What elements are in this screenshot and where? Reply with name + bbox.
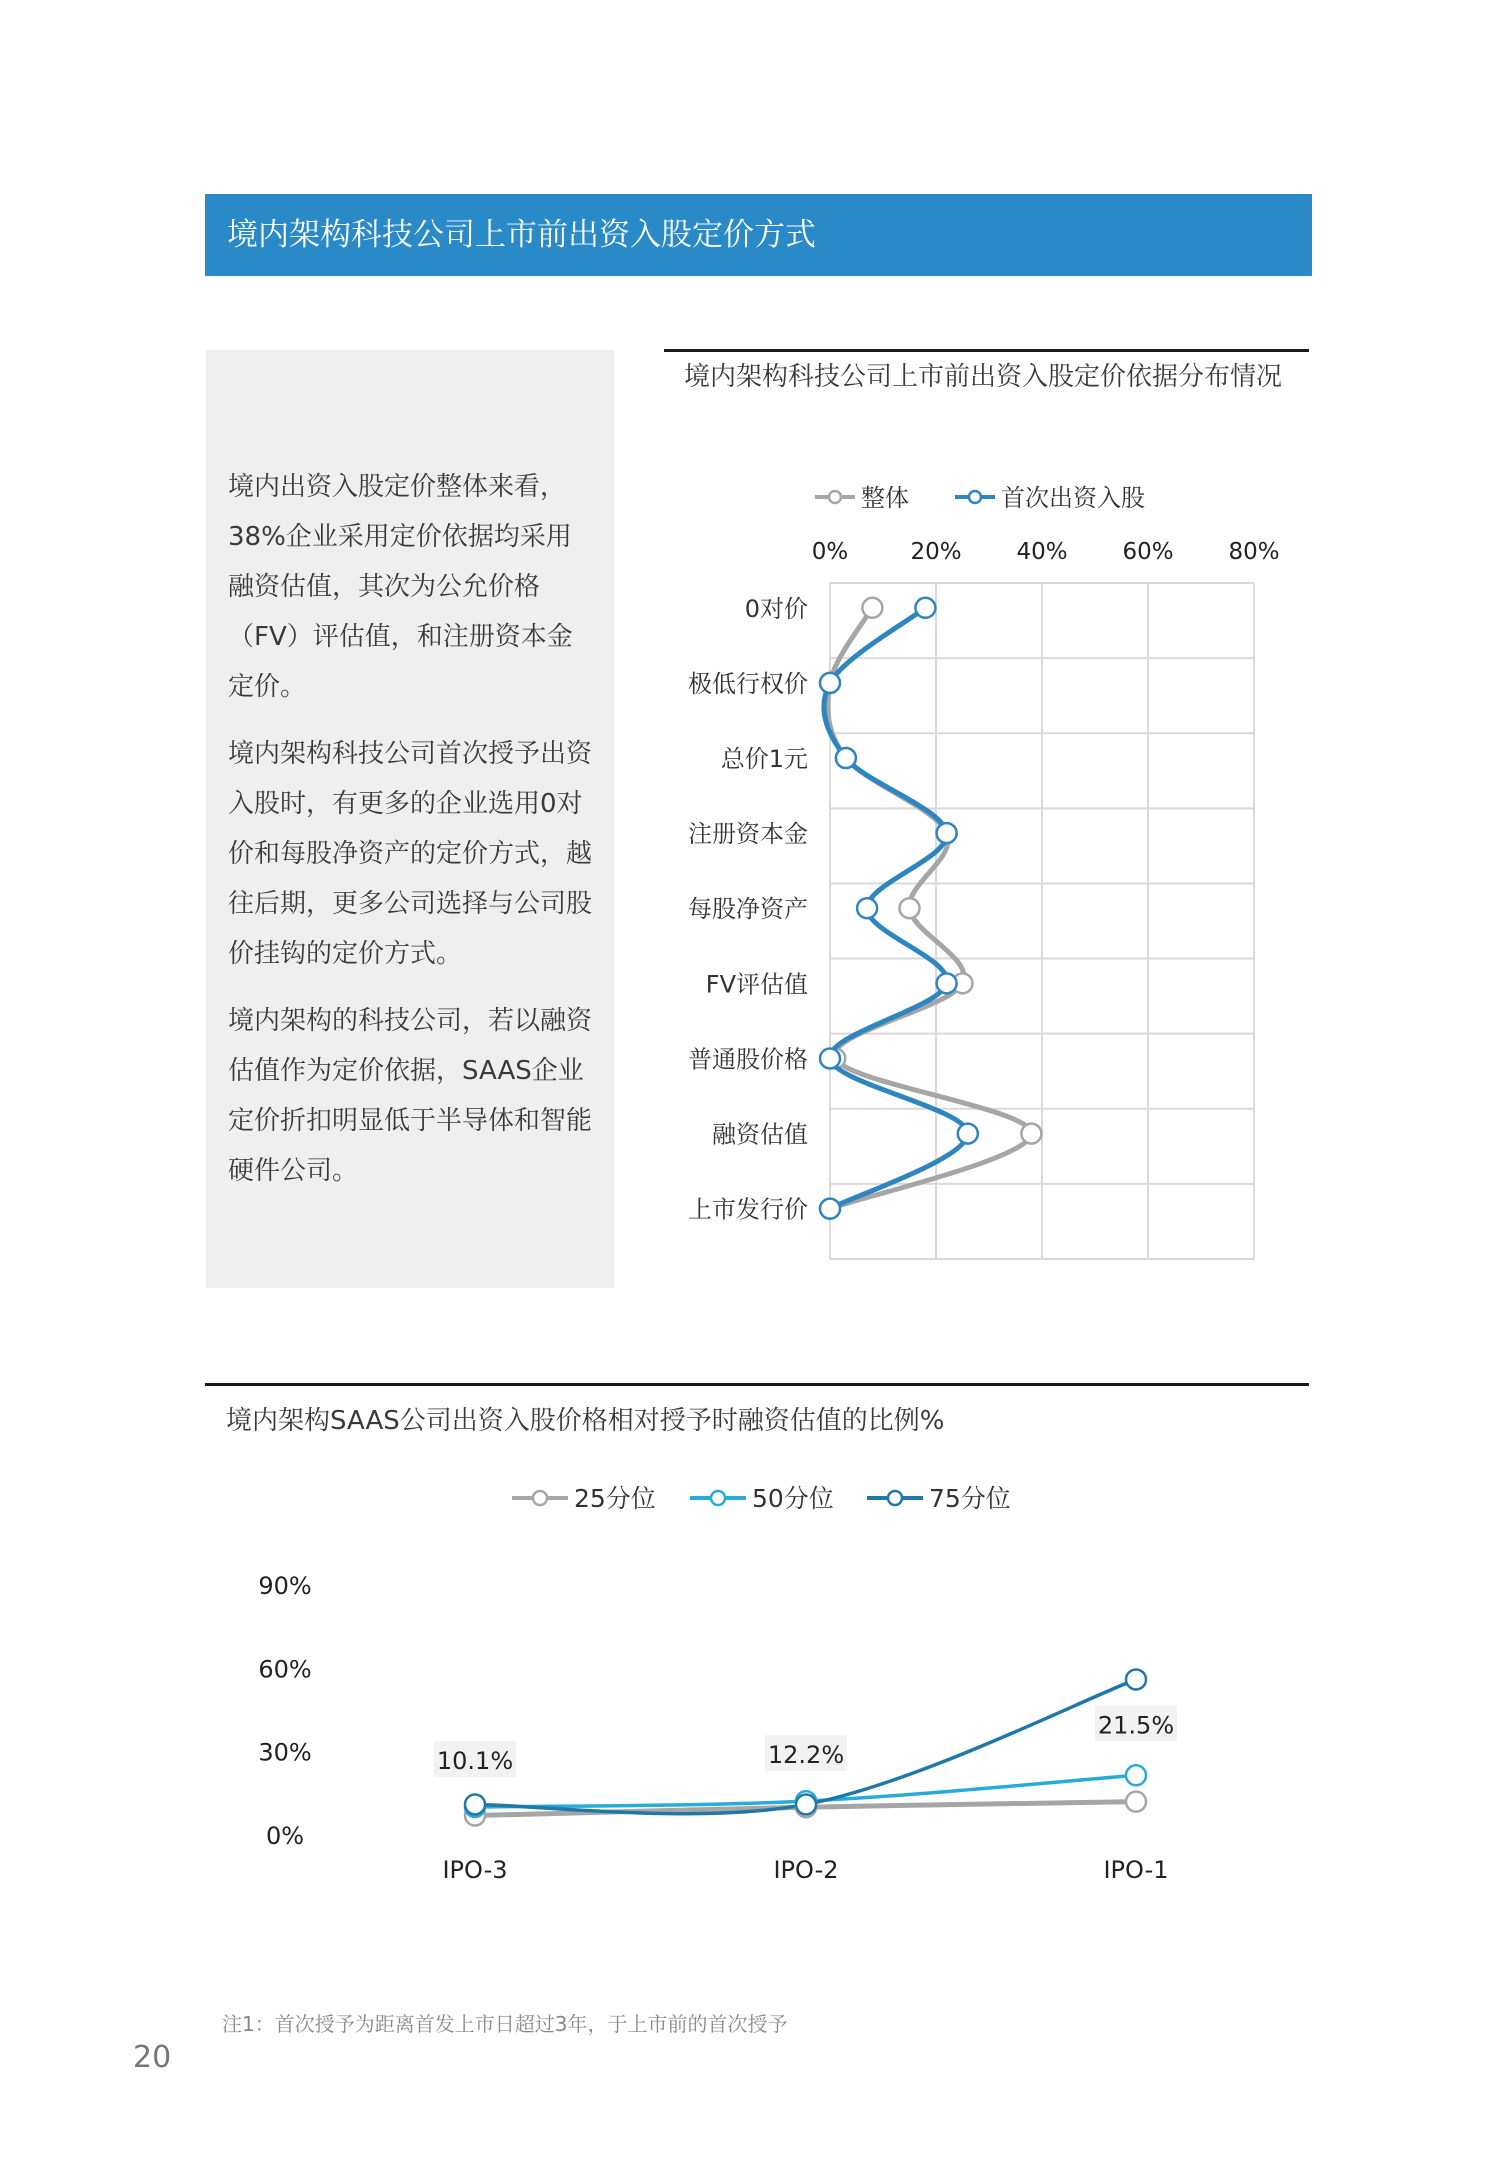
- data-point-0: [862, 598, 882, 618]
- legend-label-0: 整体: [861, 484, 909, 512]
- page-number: 20: [133, 2040, 172, 2075]
- x-tick-label: 80%: [1228, 539, 1280, 565]
- chart1-top-rule: [664, 349, 1309, 352]
- data-point-0: [900, 898, 920, 918]
- data-point-1: [836, 748, 856, 768]
- data-point-1: [820, 1048, 840, 1068]
- data-point-0: [1021, 1124, 1041, 1144]
- x-tick-label: 40%: [1016, 539, 1068, 565]
- legend-marker-2: [888, 1491, 902, 1505]
- data-label: 21.5%: [1097, 1711, 1175, 1740]
- legend-label-1: 50分位: [752, 1484, 834, 1513]
- data-point-1: [1126, 1765, 1146, 1785]
- summary-paragraph-1: 境内出资入股定价整体来看，38%企业采用定价依据均采用融资估值，其次为公允价格（FV）评估值，和注册资本金定价。: [228, 472, 573, 702]
- data-point-1: [820, 673, 840, 693]
- data-point-2: [796, 1794, 816, 1814]
- summary-paragraph-2: 境内架构科技公司首次授予出资入股时，有更多的企业选用0对价和每股净资产的定价方式，越往后期，更多公司选择与公司股价挂钩的定价方式。: [228, 739, 593, 969]
- data-label: 10.1%: [436, 1746, 514, 1775]
- x-tick-label: 60%: [1122, 539, 1174, 565]
- chart2-top-rule: [205, 1383, 1309, 1386]
- legend-marker-1: [711, 1491, 725, 1505]
- data-point-2: [1126, 1669, 1146, 1689]
- category-label: 普通股价格: [688, 1045, 808, 1074]
- data-point-1: [857, 898, 877, 918]
- data-label: 12.2%: [767, 1741, 845, 1770]
- legend-marker-0: [533, 1491, 547, 1505]
- data-point-1: [915, 598, 935, 618]
- chart2-svg: [205, 1460, 1305, 1900]
- y-tick-label: 30%: [258, 1738, 312, 1767]
- category-label: 每股净资产: [688, 895, 808, 924]
- footnote: 注1：首次授予为距离首发上市日超过3年，于上市前的首次授予: [222, 2012, 788, 2036]
- legend-marker-1: [969, 491, 981, 503]
- data-point-0: [1126, 1792, 1146, 1812]
- legend-label-1: 首次出资入股: [1001, 484, 1145, 512]
- x-category-label: IPO-2: [773, 1856, 839, 1884]
- x-category-label: IPO-1: [1103, 1856, 1169, 1884]
- chart2-title: 境内架构SAAS公司出资入股价格相对授予时融资估值的比例%: [226, 1406, 945, 1436]
- summary-panel: [206, 350, 614, 1288]
- chart1-title: 境内架构科技公司上市前出资入股定价依据分布情况: [684, 362, 1283, 392]
- data-point-1: [820, 1199, 840, 1219]
- category-label: 融资估值: [712, 1120, 808, 1149]
- legend-marker-0: [829, 491, 841, 503]
- summary-paragraph-3: 境内架构的科技公司，若以融资估值作为定价依据，SAAS企业定价折扣明显低于半导体和智能硬件公司。: [228, 1006, 593, 1186]
- series-line-1: [824, 608, 968, 1209]
- category-label: 总价1元: [720, 745, 808, 774]
- section-title-banner: 境内架构科技公司上市前出资入股定价方式: [205, 194, 1312, 276]
- data-point-1: [958, 1124, 978, 1144]
- x-category-label: IPO-3: [442, 1856, 508, 1884]
- chart1-svg: [640, 455, 1320, 1285]
- category-label: 极低行权价: [688, 669, 808, 698]
- y-tick-label: 90%: [258, 1572, 312, 1600]
- y-tick-label: 60%: [258, 1655, 312, 1684]
- category-label: 注册资本金: [688, 820, 808, 849]
- data-point-2: [465, 1794, 485, 1814]
- category-label: FV评估值: [705, 970, 808, 999]
- legend-label-0: 25分位: [574, 1484, 656, 1513]
- data-point-1: [937, 973, 957, 993]
- category-label: 0对价: [744, 594, 808, 623]
- category-label: 上市发行价: [688, 1195, 808, 1224]
- legend-label-2: 75分位: [929, 1484, 1011, 1513]
- y-tick-label: 0%: [265, 1822, 305, 1850]
- x-tick-label: 20%: [910, 539, 962, 565]
- data-point-1: [937, 823, 957, 843]
- x-tick-label: 0%: [811, 539, 849, 565]
